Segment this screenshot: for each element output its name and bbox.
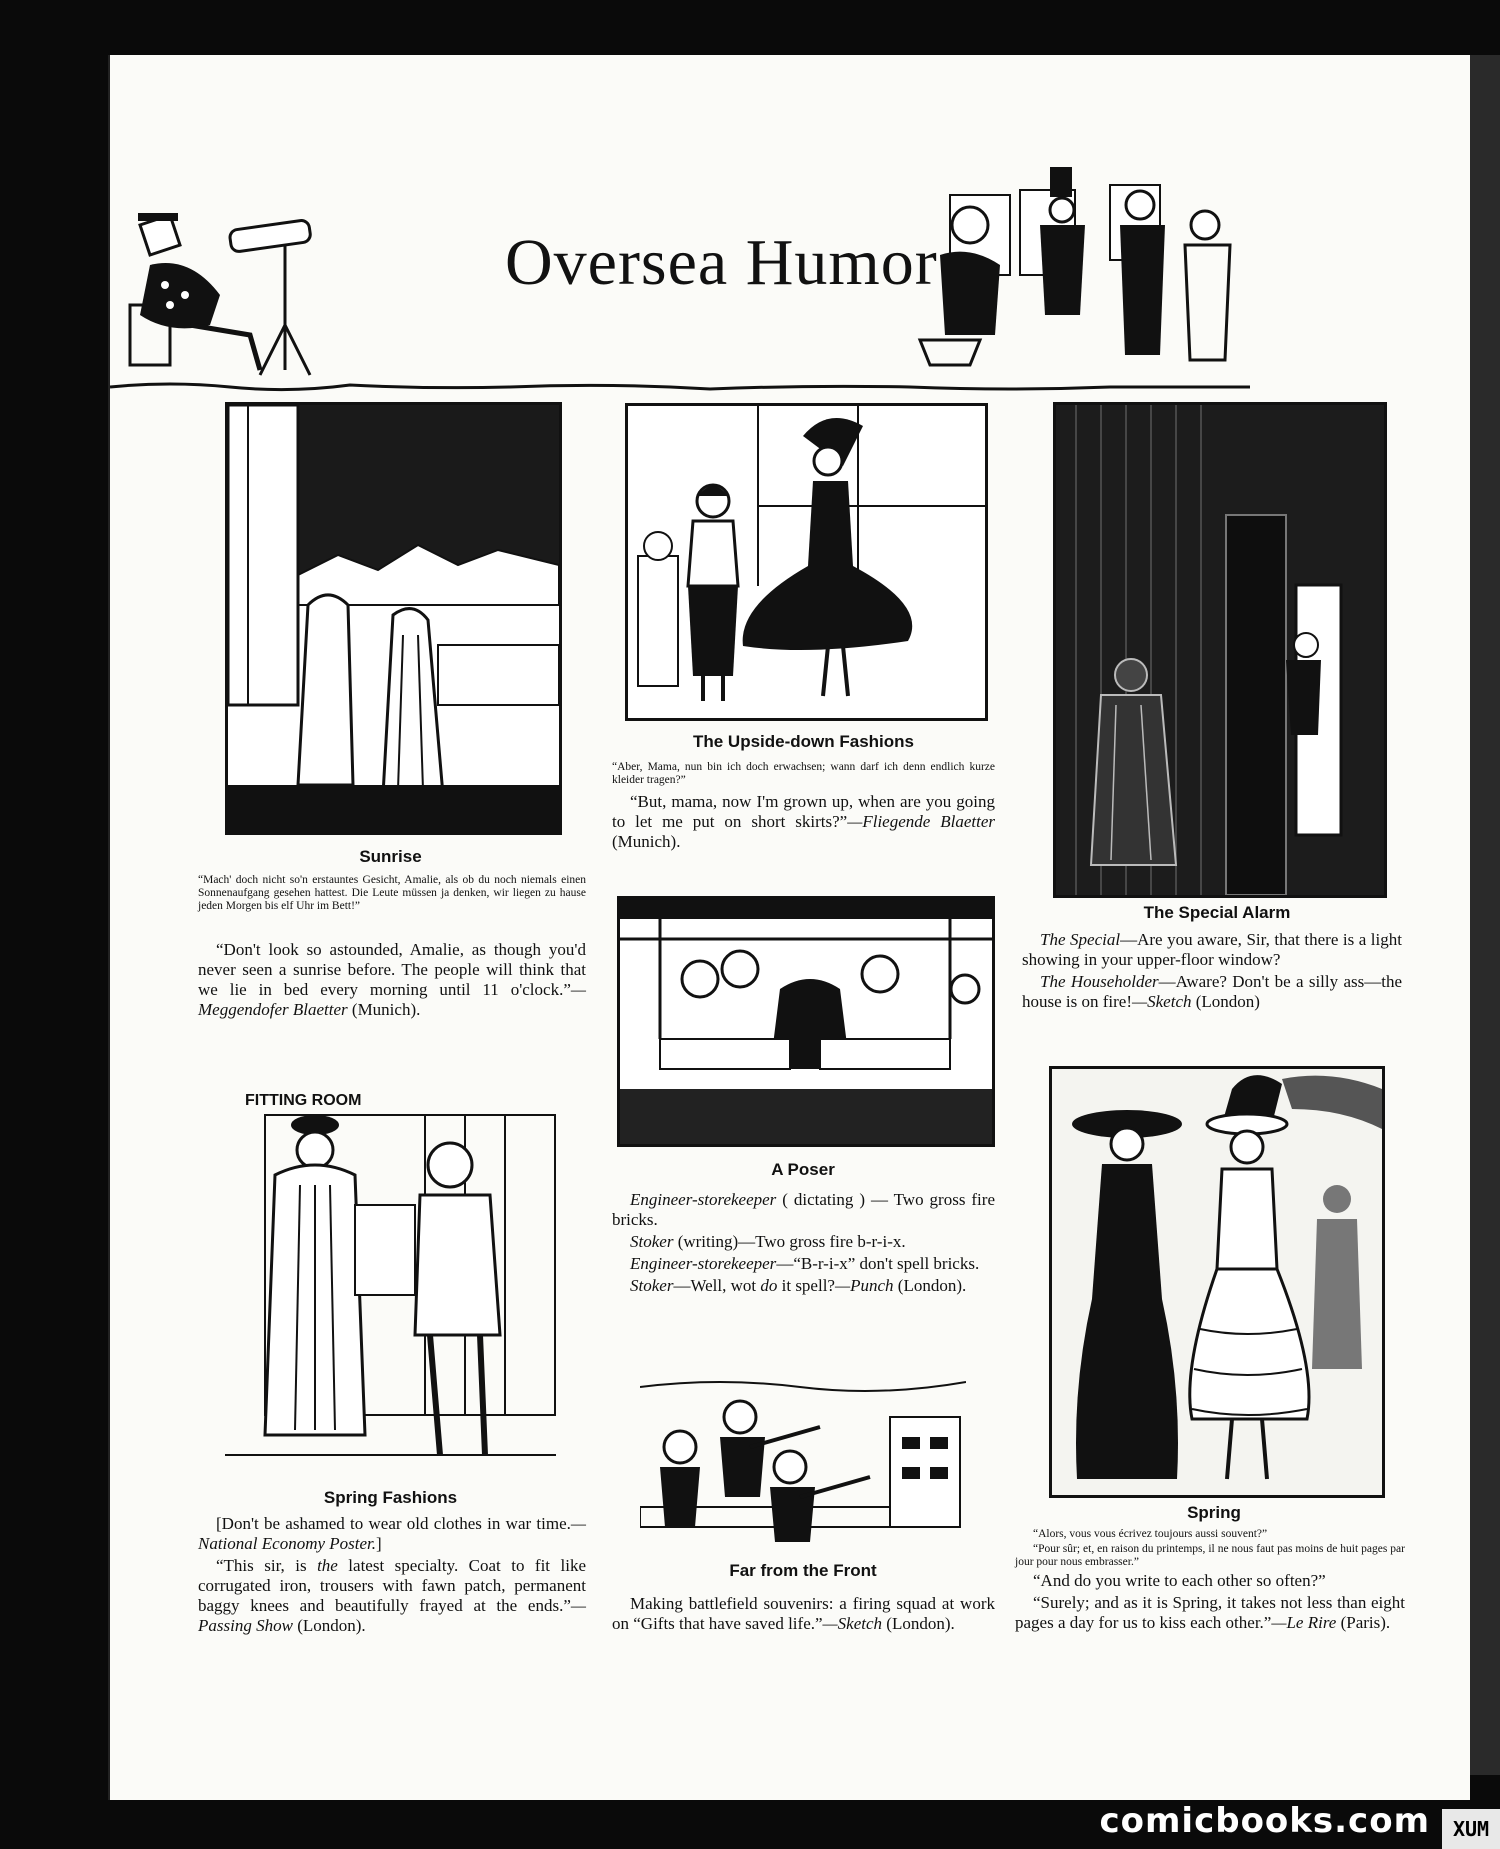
a-poser-illustration xyxy=(617,896,995,1147)
sunrise-original-text: “Mach' doch nicht so'n erstauntes Gesicht, Amalie, als ob du noch niemals einen Sonnenaufgang gesehen hattest. Die Leute müssen ja denken, wir liegen zu hause jeden Morgen bis elf Uhr im Bett!” xyxy=(198,874,586,912)
special-alarm-text: The Special—Are you aware, Sir, that there is a light showing in your upper-floor window? The Householder—Aware? Don't be a silly ass—the house is on fire!—Sketch (London) xyxy=(1022,930,1402,1011)
special-alarm-title: The Special Alarm xyxy=(1143,903,1291,922)
header-banner xyxy=(110,165,1250,395)
a-poser-title: A Poser xyxy=(771,1160,835,1179)
spring-translation: “And do you write to each other so often?” “Surely; and as it is Spring, it takes not less than eight pages a day for us to kiss each other.”—Le Rire (Paris). xyxy=(1015,1571,1405,1632)
uncle-sam-telescope-illustration xyxy=(110,185,340,385)
ground-line xyxy=(110,375,1250,395)
sunrise-illustration xyxy=(225,402,562,835)
upside-down-original-text: “Aber, Mama, nun bin ich doch erwachsen; wann darf ich denn endlich kurze kleider tragen?” xyxy=(612,761,995,786)
page-title: Oversea Humor xyxy=(505,226,938,299)
site-badge: XUM xyxy=(1442,1809,1500,1849)
spring-fashions-illustration xyxy=(225,1075,556,1480)
spring-title: Spring xyxy=(1187,1503,1241,1522)
far-from-front-text: Making battlefield souvenirs: a firing squad at work on “Gifts that have saved life.”—Sketch (London). xyxy=(612,1594,995,1633)
site-watermark: comicbooks.com xyxy=(1099,1801,1430,1841)
sunrise-title: Sunrise xyxy=(359,847,422,866)
special-alarm-illustration xyxy=(1053,402,1387,898)
newspaper-crowd-illustration xyxy=(910,165,1250,380)
far-from-front-illustration xyxy=(640,1357,966,1545)
spring-original-text: “Alors, vous vous écrivez toujours aussi souvent?” “Pour sûr; et, en raison du printemps, il ne nous faut pas moins de huit pages par jour pour nous embrasser.” xyxy=(1015,1528,1405,1568)
spring-fashions-text: [Don't be ashamed to wear old clothes in war time.—National Economy Poster.] “This sir, is the latest specialty. Coat to fit like corrugated iron, trousers with fawn patch, permanent baggy knees and beautifully frayed at the ends.”—Passing Show (London). xyxy=(198,1514,586,1635)
upside-down-translation: “But, mama, now I'm grown up, when are you going to let me put on short skirts?”—Fliegende Blaetter (Munich). xyxy=(612,792,996,851)
facing-page-edge xyxy=(1470,55,1500,1775)
spring-fashions-title: Spring Fashions xyxy=(323,1488,458,1507)
sunrise-translation: “Don't look so astounded, Amalie, as though you'd never seen a sunrise before. The people will think that we lie in bed every morning until 11 o'clock.”—Meggendofer Blaetter (Munich). xyxy=(198,940,586,1019)
upside-down-fashions-title: The Upside-down Fashions xyxy=(692,732,914,751)
svg-text:FITTING ROOM: FITTING ROOM xyxy=(245,1092,362,1109)
far-from-front-title: Far from the Front xyxy=(729,1561,877,1580)
a-poser-text: Engineer-storekeeper ( dictating ) — Two gross fire bricks. Stoker (writing)—Two gross fire b-r-i-x. Engineer-storekeeper—“B-r-i-x” don't spell bricks. Stoker—Well, wot do it spell?—Punch (London). xyxy=(612,1190,995,1295)
spring-illustration xyxy=(1049,1066,1385,1498)
upside-down-fashions-illustration xyxy=(625,403,988,721)
